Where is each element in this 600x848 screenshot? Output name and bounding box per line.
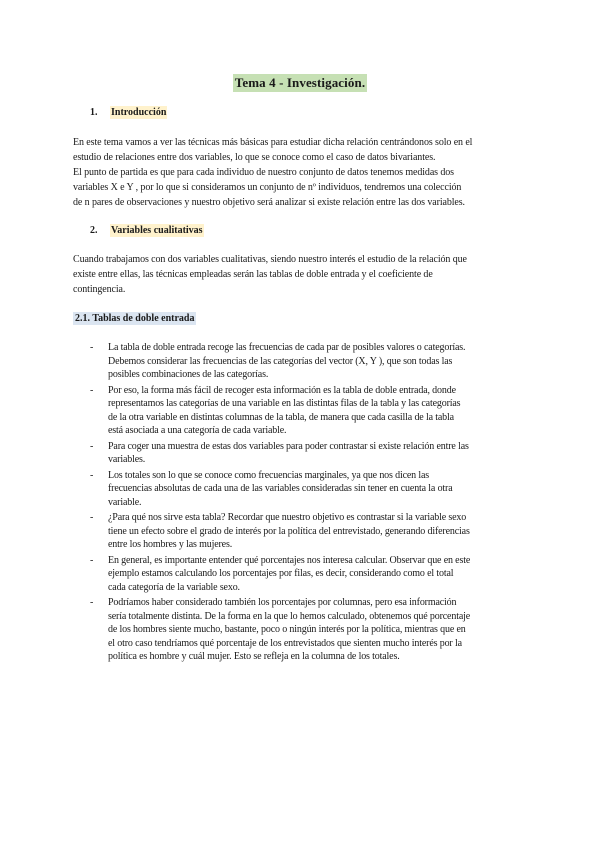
paragraph-line: contingencia. (73, 283, 126, 295)
subsection-heading: 2.1. Tablas de doble entrada (75, 313, 195, 324)
bullet-line: ejemplo estamos calculando los porcentajes por filas, es decir, considerando como el total (108, 568, 454, 579)
bullet-line: variables. (108, 454, 146, 465)
intro-paragraph (73, 136, 528, 211)
bullet-item (90, 596, 530, 664)
paragraph-line: de n pares de observaciones y nuestro objetivo será analizar si existe relación entre las dos variables. (73, 196, 465, 208)
bullet-marker: - (90, 440, 94, 452)
bullet-marker: - (90, 597, 94, 608)
bullet-line: frecuencias absolutas de cada una de las variables consideradas sin tener en cuenta la otra (108, 483, 453, 494)
section-title: Variables cualitativas (111, 225, 203, 236)
bullet-line: de la otra variable en distintas columnas de la tabla, de manera que cada casilla de la tabla (108, 411, 454, 423)
section-title: Introducción (111, 107, 167, 118)
bullet-line: Los totales son lo que se conoce como frecuencias marginales, ya que nos dicen las (108, 469, 430, 481)
bullet-line: ¿Para qué nos sirve esta tabla? Recordar que nuestro objetivo es contrastar si la variable sexo (108, 512, 467, 523)
bullet-line: Para coger una muestra de estas dos variables para poder contrastar si existe relación entre las (108, 440, 469, 452)
bullet-item (90, 384, 530, 438)
bullet-line: política es hombre y cuál mujer. Esto se refleja en la columna de los totales. (108, 651, 400, 662)
bullet-line: entre los hombres y las mujeres. (108, 539, 233, 550)
bullet-line: tiene un efecto sobre el grado de interés por la política del entrevistado, generando diferencias (108, 525, 470, 537)
paragraph-line: existe entre ellas, las técnicas empleadas serán las tablas de doble entrada y el coeficiente de (73, 268, 433, 280)
paragraph-line: Cuando trabajamos con dos variables cualitativas, siendo nuestro interés el estudio de la relación que (73, 254, 467, 265)
paragraph-line: estudio de relaciones entre dos variables, lo que se conoce como el caso de datos bivariantes. (73, 151, 436, 163)
bullet-item (90, 554, 530, 595)
bullet-line: variable. (108, 496, 142, 508)
bullet-line: el otro caso tendríamos qué porcentaje de los entrevistados que sienten mucho interés por la (108, 637, 462, 649)
section-heading-variables-cualitativas (90, 225, 204, 236)
bullet-item (90, 469, 530, 510)
bullet-line: sería totalmente distinta. De la forma en la que lo hemos calculado, obtenemos qué porcentaje (108, 610, 471, 622)
bullet-line: de los hombres siente mucho, bastante, poco o ningún interés por la política, mientras que en (108, 624, 466, 635)
paragraph-line: El punto de partida es que para cada individuo de nuestro conjunto de datos tenemos medidas dos (73, 166, 454, 178)
bullet-marker: - (90, 342, 94, 353)
bullet-line: representamos las categorías de una variable en las distintas filas de la tabla y las categorías (108, 398, 461, 409)
cualitativas-paragraph (73, 253, 528, 298)
bullet-line: En general, es importante entender qué porcentajes nos interesa calcular. Observar que en este (108, 554, 471, 566)
bullet-line: Por eso, la forma más fácil de recoger esta información es la tabla de doble entrada, donde (108, 384, 456, 396)
bullet-marker: - (90, 469, 94, 481)
section-number: 1. (90, 107, 98, 118)
bullet-marker: - (90, 554, 94, 566)
bullet-marker: - (90, 384, 94, 396)
paragraph-line: En este tema vamos a ver las técnicas más básicas para estudiar dicha relación centrándonos solo en el (73, 137, 473, 148)
bullet-line: La tabla de doble entrada recoge las frecuencias de cada par de posibles valores o categorías. (108, 342, 466, 353)
bullet-line: Debemos considerar las frecuencias de las categorías del vector (X, Y ), que son todas las (108, 355, 453, 367)
bullet-marker: - (90, 512, 94, 523)
bullet-line: cada categoría de la variable sexo. (108, 581, 240, 593)
bullet-item (90, 341, 530, 382)
paragraph-line: variables X e Y , por lo que si consideramos un conjunto de nº individuos, tendremos una colección (73, 181, 462, 193)
bullet-line: Podríamos haber considerado también los porcentajes por columnas, pero esa información (108, 597, 457, 608)
section-number: 2. (90, 225, 98, 236)
bullet-list (90, 341, 530, 666)
document-title: Tema 4 - Investigación. (234, 75, 366, 90)
bullet-line: posibles combinaciones de las categorías. (108, 369, 269, 380)
bullet-item (90, 440, 530, 467)
bullet-line: está asociada a una categoría de cada variable. (108, 425, 287, 436)
section-heading-introduccion (90, 107, 167, 118)
title-container (0, 74, 600, 92)
bullet-item (90, 511, 530, 552)
